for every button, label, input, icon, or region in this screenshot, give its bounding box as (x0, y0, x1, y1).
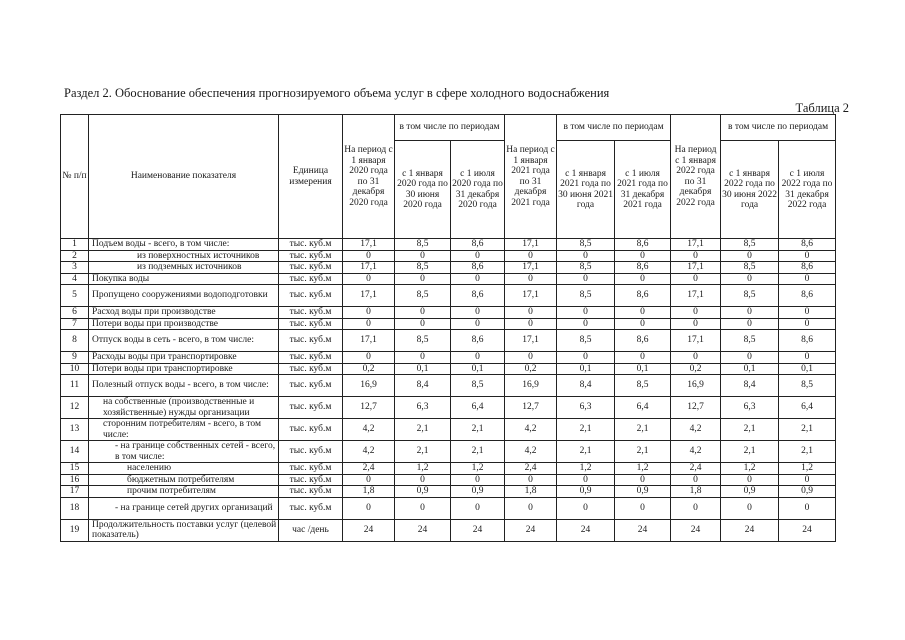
value-cell: 0,1 (721, 363, 779, 375)
indicator-name: Расход воды при производстве (89, 307, 279, 319)
value-cell: 0,1 (557, 363, 615, 375)
value-cell: 0 (505, 273, 557, 285)
header-2020-h1: с 1 января 2020 года по 30 июня 2020 года (395, 141, 451, 239)
value-cell: 0 (721, 307, 779, 319)
value-cell: 12,7 (343, 397, 395, 419)
value-cell: 0 (721, 474, 779, 486)
indicator-name: - на границе собственных сетей - всего, в том числе: (89, 441, 279, 463)
row-number: 8 (61, 330, 89, 352)
value-cell: 1,2 (395, 463, 451, 475)
value-cell: 0 (451, 273, 505, 285)
value-cell: 0 (557, 250, 615, 262)
row-number: 14 (61, 441, 89, 463)
unit-cell: тыс. куб.м (279, 486, 343, 498)
value-cell: 0 (557, 307, 615, 319)
indicator-name: Расходы воды при транспортировке (89, 352, 279, 364)
value-cell: 8,4 (557, 375, 615, 397)
unit-cell: тыс. куб.м (279, 307, 343, 319)
value-cell: 0 (343, 497, 395, 519)
indicator-name: Отпуск воды в сеть - всего, в том числе: (89, 330, 279, 352)
row-number: 17 (61, 486, 89, 498)
header-2022-h2: с 1 июля 2022 года по 31 декабря 2022 года (779, 141, 836, 239)
value-cell: 0 (557, 497, 615, 519)
value-cell: 0 (343, 250, 395, 262)
unit-cell: тыс. куб.м (279, 419, 343, 441)
value-cell: 8,5 (615, 375, 671, 397)
value-cell: 0 (779, 352, 836, 364)
row-number: 10 (61, 363, 89, 375)
value-cell: 17,1 (343, 330, 395, 352)
table-row (61, 375, 836, 397)
value-cell: 17,1 (671, 285, 721, 307)
table-body (61, 239, 836, 542)
value-cell: 6,3 (557, 397, 615, 419)
table-row (61, 352, 836, 364)
value-cell: 4,2 (671, 419, 721, 441)
indicator-name: Потери воды при транспортировке (89, 363, 279, 375)
value-cell: 8,4 (721, 375, 779, 397)
value-cell: 12,7 (671, 397, 721, 419)
value-cell: 24 (505, 519, 557, 541)
value-cell: 8,6 (615, 330, 671, 352)
value-cell: 8,5 (557, 262, 615, 274)
value-cell: 8,5 (451, 375, 505, 397)
unit-cell: тыс. куб.м (279, 497, 343, 519)
header-group-2021: в том числе по периодам (557, 115, 671, 141)
value-cell: 1,8 (343, 486, 395, 498)
row-number: 2 (61, 250, 89, 262)
value-cell: 0 (505, 318, 557, 330)
row-number: 16 (61, 474, 89, 486)
value-cell: 0 (779, 250, 836, 262)
value-cell: 0 (615, 318, 671, 330)
value-cell: 0 (671, 307, 721, 319)
unit-cell: тыс. куб.м (279, 285, 343, 307)
value-cell: 0 (557, 352, 615, 364)
value-cell: 0 (395, 318, 451, 330)
value-cell: 24 (557, 519, 615, 541)
value-cell: 0 (779, 474, 836, 486)
value-cell: 1,2 (779, 463, 836, 475)
indicator-name: из поверхностных источников (89, 250, 279, 262)
value-cell: 0 (615, 273, 671, 285)
indicator-name: бюджетным потребителям (89, 474, 279, 486)
unit-cell: тыс. куб.м (279, 375, 343, 397)
value-cell: 8,5 (395, 330, 451, 352)
value-cell: 0,9 (721, 486, 779, 498)
value-cell: 8,5 (721, 239, 779, 251)
table-row (61, 285, 836, 307)
value-cell: 17,1 (343, 262, 395, 274)
value-cell: 2,1 (451, 441, 505, 463)
row-number: 7 (61, 318, 89, 330)
value-cell: 0,9 (615, 486, 671, 498)
value-cell: 0 (343, 352, 395, 364)
value-cell: 0 (451, 318, 505, 330)
unit-cell: тыс. куб.м (279, 239, 343, 251)
value-cell: 17,1 (343, 239, 395, 251)
unit-cell: тыс. куб.м (279, 330, 343, 352)
table-row (61, 486, 836, 498)
row-number: 18 (61, 497, 89, 519)
value-cell: 0 (615, 352, 671, 364)
value-cell: 0 (395, 474, 451, 486)
value-cell: 0 (615, 250, 671, 262)
value-cell: 0 (451, 352, 505, 364)
value-cell: 0 (395, 497, 451, 519)
value-cell: 4,2 (343, 441, 395, 463)
unit-cell: тыс. куб.м (279, 262, 343, 274)
water-supply-table (60, 114, 836, 542)
value-cell: 8,5 (395, 262, 451, 274)
value-cell: 0,9 (451, 486, 505, 498)
table-row (61, 318, 836, 330)
value-cell: 17,1 (671, 262, 721, 274)
value-cell: 1,2 (615, 463, 671, 475)
value-cell: 8,5 (779, 375, 836, 397)
value-cell: 8,6 (451, 285, 505, 307)
value-cell: 0 (671, 352, 721, 364)
value-cell: 8,6 (779, 285, 836, 307)
table-row (61, 273, 836, 285)
table-row (61, 250, 836, 262)
value-cell: 2,1 (615, 419, 671, 441)
value-cell: 0,1 (395, 363, 451, 375)
indicator-name: Потери воды при производстве (89, 318, 279, 330)
value-cell: 2,1 (779, 419, 836, 441)
header-group-2022: в том числе по периодам (721, 115, 836, 141)
value-cell: 0 (557, 474, 615, 486)
value-cell: 24 (395, 519, 451, 541)
value-cell: 2,1 (395, 419, 451, 441)
value-cell: 0 (615, 307, 671, 319)
value-cell: 24 (615, 519, 671, 541)
value-cell: 8,6 (615, 285, 671, 307)
value-cell: 0 (451, 307, 505, 319)
row-number: 11 (61, 375, 89, 397)
value-cell: 0 (505, 352, 557, 364)
value-cell: 4,2 (505, 441, 557, 463)
table-caption: Таблица 2 (795, 101, 849, 115)
value-cell: 0 (671, 497, 721, 519)
value-cell: 2,1 (779, 441, 836, 463)
indicator-name: Покупка воды (89, 273, 279, 285)
value-cell: 8,5 (721, 330, 779, 352)
value-cell: 1,8 (671, 486, 721, 498)
value-cell: 16,9 (505, 375, 557, 397)
row-number: 3 (61, 262, 89, 274)
value-cell: 1,2 (721, 463, 779, 475)
value-cell: 8,6 (615, 262, 671, 274)
indicator-name: на собственные (производственные и хозяйственные) нужды организации (89, 397, 279, 419)
header-total-2021: На период с 1 января 2021 года по 31 декабря 2021 года (505, 115, 557, 239)
value-cell: 17,1 (671, 330, 721, 352)
unit-cell: тыс. куб.м (279, 318, 343, 330)
value-cell: 4,2 (343, 419, 395, 441)
row-number: 4 (61, 273, 89, 285)
value-cell: 2,1 (615, 441, 671, 463)
value-cell: 0 (671, 273, 721, 285)
value-cell: 24 (343, 519, 395, 541)
value-cell: 6,4 (779, 397, 836, 419)
value-cell: 8,6 (779, 239, 836, 251)
value-cell: 0,9 (557, 486, 615, 498)
value-cell: 0 (505, 307, 557, 319)
value-cell: 0 (721, 273, 779, 285)
table-row (61, 239, 836, 251)
value-cell: 0 (721, 497, 779, 519)
value-cell: 8,5 (721, 262, 779, 274)
indicator-name: из подземных источников (89, 262, 279, 274)
table-row (61, 397, 836, 419)
value-cell: 0 (779, 273, 836, 285)
value-cell: 0 (557, 273, 615, 285)
value-cell: 1,2 (451, 463, 505, 475)
table-row (61, 441, 836, 463)
value-cell: 8,5 (395, 285, 451, 307)
unit-cell: тыс. куб.м (279, 352, 343, 364)
unit-cell: тыс. куб.м (279, 363, 343, 375)
value-cell: 16,9 (671, 375, 721, 397)
value-cell: 2,1 (451, 419, 505, 441)
value-cell: 8,6 (451, 239, 505, 251)
value-cell: 0,1 (779, 363, 836, 375)
value-cell: 0,1 (615, 363, 671, 375)
table-row (61, 474, 836, 486)
row-number: 1 (61, 239, 89, 251)
row-number: 19 (61, 519, 89, 541)
row-number: 13 (61, 419, 89, 441)
value-cell: 24 (671, 519, 721, 541)
value-cell: 0 (671, 474, 721, 486)
value-cell: 0 (779, 318, 836, 330)
value-cell: 6,4 (451, 397, 505, 419)
indicator-name: Полезный отпуск воды - всего, в том числе: (89, 375, 279, 397)
value-cell: 2,1 (721, 419, 779, 441)
table-row (61, 330, 836, 352)
indicator-name: сторонним потребителям - всего, в том числе: (89, 419, 279, 441)
value-cell: 0 (671, 250, 721, 262)
indicator-name: - на границе сетей других организаций (89, 497, 279, 519)
value-cell: 24 (779, 519, 836, 541)
value-cell: 17,1 (505, 330, 557, 352)
header-unit: Единица измерения (279, 115, 343, 239)
value-cell: 17,1 (505, 285, 557, 307)
table-row (61, 519, 836, 541)
value-cell: 17,1 (505, 239, 557, 251)
value-cell: 8,4 (395, 375, 451, 397)
value-cell: 6,3 (721, 397, 779, 419)
table-row (61, 463, 836, 475)
value-cell: 24 (721, 519, 779, 541)
value-cell: 8,6 (451, 262, 505, 274)
header-2021-h1: с 1 января 2021 года по 30 июня 2021 года (557, 141, 615, 239)
value-cell: 16,9 (343, 375, 395, 397)
value-cell: 8,6 (779, 262, 836, 274)
table-row (61, 419, 836, 441)
value-cell: 8,5 (557, 330, 615, 352)
value-cell: 0 (451, 250, 505, 262)
value-cell: 0 (395, 250, 451, 262)
value-cell: 8,5 (395, 239, 451, 251)
value-cell: 0,2 (343, 363, 395, 375)
value-cell: 2,1 (721, 441, 779, 463)
header-group-2020: в том числе по периодам (395, 115, 505, 141)
value-cell: 0 (343, 474, 395, 486)
header-total-2020: На период с 1 января 2020 года по 31 декабря 2020 года (343, 115, 395, 239)
table-row (61, 307, 836, 319)
value-cell: 0 (505, 250, 557, 262)
value-cell: 0 (505, 474, 557, 486)
unit-cell: тыс. куб.м (279, 441, 343, 463)
value-cell: 0 (343, 318, 395, 330)
header-2022-h1: с 1 января 2022 года по 30 июня 2022 года (721, 141, 779, 239)
value-cell: 0 (671, 318, 721, 330)
indicator-name: Пропущено сооружениями водоподготовки (89, 285, 279, 307)
section-title: Раздел 2. Обоснование обеспечения прогнозируемого объема услуг в сфере холодного водоснабжения (64, 86, 610, 100)
value-cell: 8,5 (721, 285, 779, 307)
value-cell: 8,5 (557, 285, 615, 307)
indicator-name: Продолжительность поставки услуг (целевой показатель) (89, 519, 279, 541)
value-cell: 12,7 (505, 397, 557, 419)
value-cell: 0 (779, 497, 836, 519)
value-cell: 1,2 (557, 463, 615, 475)
value-cell: 2,1 (395, 441, 451, 463)
header-name: Наименование показателя (89, 115, 279, 239)
indicator-name: населению (89, 463, 279, 475)
value-cell: 2,4 (505, 463, 557, 475)
value-cell: 0 (395, 273, 451, 285)
value-cell: 8,6 (615, 239, 671, 251)
value-cell: 4,2 (671, 441, 721, 463)
value-cell: 0 (721, 352, 779, 364)
table-row (61, 262, 836, 274)
unit-cell: тыс. куб.м (279, 463, 343, 475)
value-cell: 0,9 (395, 486, 451, 498)
value-cell: 0 (451, 497, 505, 519)
row-number: 9 (61, 352, 89, 364)
value-cell: 8,6 (451, 330, 505, 352)
value-cell: 6,3 (395, 397, 451, 419)
value-cell: 0,9 (779, 486, 836, 498)
row-number: 12 (61, 397, 89, 419)
value-cell: 0 (343, 273, 395, 285)
value-cell: 8,6 (779, 330, 836, 352)
row-number: 15 (61, 463, 89, 475)
row-number: 6 (61, 307, 89, 319)
unit-cell: час /день (279, 519, 343, 541)
value-cell: 1,8 (505, 486, 557, 498)
value-cell: 2,1 (557, 441, 615, 463)
value-cell: 0,1 (451, 363, 505, 375)
value-cell: 0 (505, 497, 557, 519)
unit-cell: тыс. куб.м (279, 273, 343, 285)
value-cell: 0 (395, 307, 451, 319)
value-cell: 0 (395, 352, 451, 364)
value-cell: 2,4 (343, 463, 395, 475)
header-2020-h2: с 1 июля 2020 года по 31 декабря 2020 года (451, 141, 505, 239)
value-cell: 17,1 (671, 239, 721, 251)
row-number: 5 (61, 285, 89, 307)
value-cell: 24 (451, 519, 505, 541)
table-row (61, 497, 836, 519)
value-cell: 8,5 (557, 239, 615, 251)
value-cell: 4,2 (505, 419, 557, 441)
value-cell: 17,1 (343, 285, 395, 307)
unit-cell: тыс. куб.м (279, 397, 343, 419)
value-cell: 2,4 (671, 463, 721, 475)
value-cell: 0 (779, 307, 836, 319)
value-cell: 0 (557, 318, 615, 330)
value-cell: 0,2 (671, 363, 721, 375)
value-cell: 17,1 (505, 262, 557, 274)
value-cell: 6,4 (615, 397, 671, 419)
unit-cell: тыс. куб.м (279, 474, 343, 486)
value-cell: 0,2 (505, 363, 557, 375)
indicator-name: Подъем воды - всего, в том числе: (89, 239, 279, 251)
header-num: № п/п (61, 115, 89, 239)
value-cell: 0 (615, 497, 671, 519)
value-cell: 0 (451, 474, 505, 486)
indicator-name: прочим потребителям (89, 486, 279, 498)
value-cell: 0 (615, 474, 671, 486)
value-cell: 2,1 (557, 419, 615, 441)
value-cell: 0 (343, 307, 395, 319)
value-cell: 0 (721, 318, 779, 330)
header-2021-h2: с 1 июля 2021 года по 31 декабря 2021 года (615, 141, 671, 239)
table-row (61, 363, 836, 375)
header-total-2022: На период с 1 января 2022 года по 31 декабря 2022 года (671, 115, 721, 239)
unit-cell: тыс. куб.м (279, 250, 343, 262)
value-cell: 0 (721, 250, 779, 262)
